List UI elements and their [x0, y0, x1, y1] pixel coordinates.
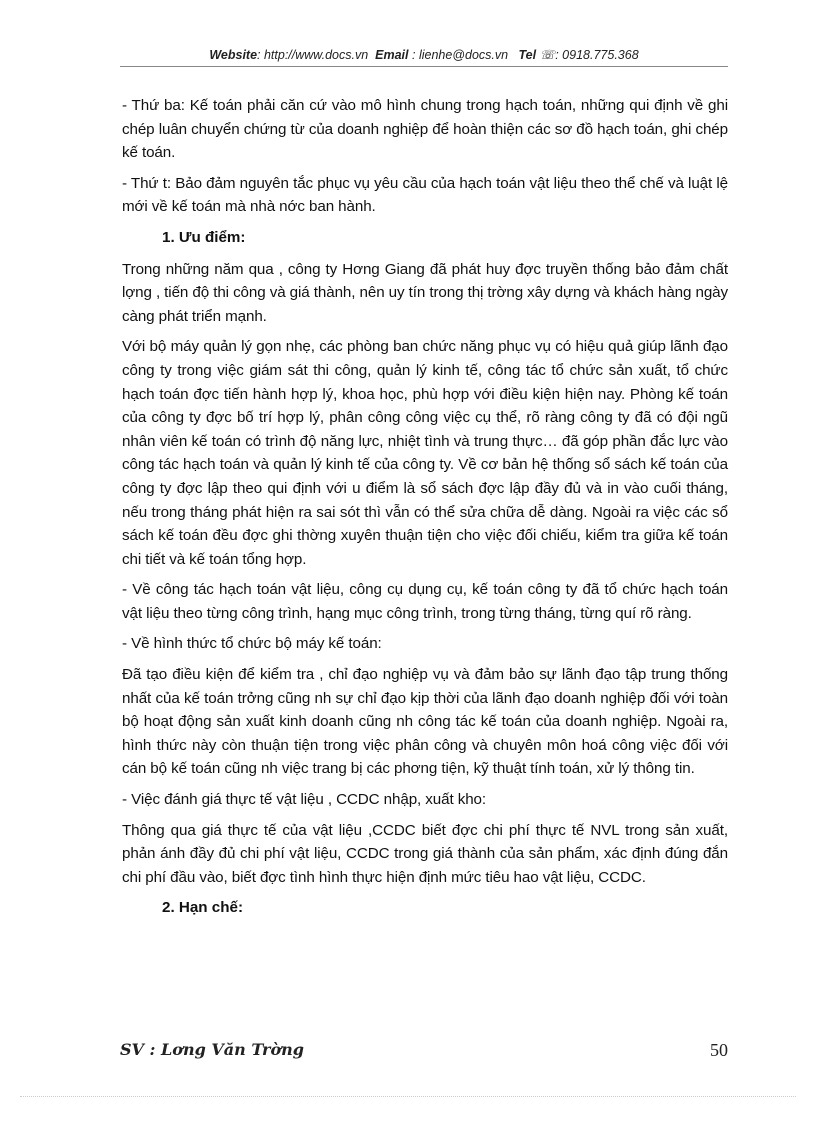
footer-signature: SV : Lơng Văn Trờng: [120, 1040, 304, 1059]
paragraph-cong-tac-hach-toan: - Về công tác hạch toán vật liệu, công cụ dụng cụ, kế toán công ty đã tổ chức hạch toán vật liệu theo từng công trình, hạng mục công trình, trong từng tháng, từng quí rõ ràng.: [122, 581, 728, 622]
website-label: Website: [209, 48, 258, 62]
bottom-divider: [20, 1096, 796, 1097]
section-heading-han-che: 2. Hạn chế:: [162, 899, 244, 917]
tel-label: Tel: [518, 48, 537, 62]
phone-icon: ☏: [539, 48, 556, 62]
paragraph-thong-qua-gia: Thông qua giá thực tế của vật liệu ,CCDC biết đợc chi phí thực tế NVL trong sản xuất, phản ánh đầy đủ chi phí vật liệu, CCDC trong giá thành của sản phẩm, xác định đúng đắn chi phí đầu vào, biết đợc tình hình thực hiện định mức tiêu hao vật liệu, CCDC.: [122, 821, 728, 886]
email-value: : lienhe@docs.vn: [412, 48, 509, 62]
page-header: [120, 47, 728, 62]
paragraph-da-tao-dieu-kien: Đã tạo điều kiện để kiểm tra , chỉ đạo nghiệp vụ và đảm bảo sự lãnh đạo tập trung thống nhất của kế toán trởng cũng nh sự chỉ đạo kịp thời của lãnh đạo doanh nghiệp đối với toàn bộ hoạt động sản xuất kinh doanh cũng nh công tác kế toán của doanh nghiệp. Ngoài ra, hình thức này còn thuận tiện trong việc phân công và chuyên môn hoá công việc đối với cán bộ kế toán cũng nh việc trang bị các phơng tiện, kỹ thuật tính toán, xử lý thông tin.: [122, 666, 728, 778]
tel-value: : 0918.775.368: [555, 48, 639, 62]
section-heading-uu-diem: 1. Ưu điểm:: [162, 228, 246, 246]
website-value: : http://www.docs.vn: [257, 48, 369, 62]
paragraph-thu-tu: - Thứ t: Bảo đảm nguyên tắc phục vụ yêu cầu của hạch toán vật liệu theo thể chế và luật lệ mới về kế toán mà nhà nớc ban hành.: [122, 174, 728, 216]
paragraph-trong-nhung-nam: Trong những năm qua , công ty Hơng Giang đã phát huy đợc truyền thống bảo đảm chất lợng , tiến độ thi công và giá thành, nên uy tín trong thị trờng xây dựng và khách hàng ngày càng phát triển mạnh.: [122, 260, 729, 325]
email-label: Email: [375, 48, 409, 62]
header-rule: [120, 66, 728, 67]
paragraph-thu-ba: - Thứ ba: Kế toán phải căn cứ vào mô hình chung trong hạch toán, những qui định về ghi chép luân chuyển chứng từ của doanh nghiệp để hoàn thiện các sơ đồ hạch toán, ghi chép kế toán.: [122, 97, 728, 162]
page-number: 50: [710, 1040, 728, 1060]
paragraph-hinh-thuc-to-chuc: - Về hình thức tổ chức bộ máy kế toán:: [122, 635, 382, 653]
paragraph-danh-gia-thuc-te: - Việc đánh giá thực tế vật liệu , CCDC nhập, xuất kho:: [122, 791, 487, 809]
paragraph-bo-may-quan-ly: Với bộ máy quản lý gọn nhẹ, các phòng ban chức năng phục vụ có hiệu quả giúp lãnh đạo công ty trong việc giám sát thi công, quản lý kinh tế, công tác tổ chức sản xuất, tổ chức hạch toán đợc tiến hành hợp lý, khoa học, phù hợp với điều kiện hiện nay. Phòng kế toán của công ty đợc bố trí hợp lý, phân công công việc cụ thể, rõ ràng công ty đã có đội ngũ nhân viên kế toán có trình độ năng lực, nhiệt tình và trung thực… đã góp phần đắc lực vào công tác hạch toán và quản lý kinh tế của công ty. Về cơ bản hệ thống sổ sách kế toán của công ty đợc lập theo qui định với u điểm là sổ sách đợc lập đầy đủ và in vào cuối tháng, nếu trong tháng phát hiện ra sai sót thì vẫn có thể sửa chữa dễ dàng. Ngoài ra việc các sổ sách kế toán đều đợc ghi thờng xuyên thuận tiện cho việc đối chiếu, kiểm tra giữa kế toán chi tiết và kế toán tổng hợp.: [122, 338, 728, 568]
document-body: [122, 94, 728, 928]
